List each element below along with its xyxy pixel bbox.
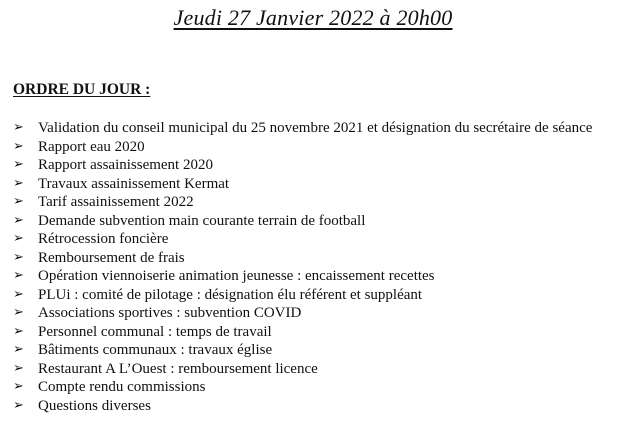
arrow-bullet-icon: ➢ [13,231,24,246]
agenda-item [12,360,616,379]
agenda-item-text: Rétrocession foncière [38,231,169,247]
arrow-bullet-icon: ➢ [13,157,24,172]
agenda-item [12,249,616,268]
agenda-item [12,138,616,157]
arrow-bullet-icon: ➢ [13,212,24,228]
arrow-bullet-icon: ➢ [13,120,24,135]
agenda-item-text: Personnel communal : temps de travail [38,323,272,340]
agenda-item-text: PLUi : comité de pilotage : désignation élu référent et suppléant [38,286,423,303]
agenda-item-text: Opération viennoiserie animation jeunesse : encaissement recettes [38,268,435,284]
arrow-bullet-icon: ➢ [13,268,24,283]
agenda-item [12,212,616,231]
agenda-item-text: Compte rendu commissions [38,379,206,395]
agenda-item [12,397,616,416]
arrow-bullet-icon: ➢ [13,305,24,320]
arrow-bullet-icon: ➢ [13,360,24,376]
arrow-bullet-icon: ➢ [13,286,24,302]
arrow-bullet-icon: ➢ [13,138,24,154]
arrow-bullet-icon: ➢ [13,194,24,209]
agenda-item [12,341,616,360]
agenda-item [12,156,616,175]
meeting-date-title: Jeudi 27 Janvier 2022 à 20h00 [173,5,453,30]
agenda-item-text: Restaurant A L’Ouest : remboursement licence [38,360,318,377]
arrow-bullet-icon: ➢ [13,379,24,394]
agenda-item [12,267,616,286]
agenda-item [12,286,616,305]
agenda-item-text: Tarif assainissement 2022 [38,194,194,210]
agenda-item-text: Questions diverses [38,397,151,414]
agenda-item-text: Remboursement de frais [38,249,185,266]
arrow-bullet-icon: ➢ [13,175,24,191]
agenda-item [12,119,616,138]
agenda-item [12,230,616,249]
agenda-item [12,193,616,212]
arrow-bullet-icon: ➢ [13,342,24,357]
agenda-item-text: Rapport assainissement 2020 [38,157,213,173]
agenda-item-text: Travaux assainissement Kermat [38,175,230,192]
arrow-bullet-icon: ➢ [13,397,24,413]
agenda-item-text: Associations sportives : subvention COVID [38,305,302,321]
agenda-item [12,378,616,397]
agenda-item [12,304,616,323]
arrow-bullet-icon: ➢ [13,323,24,339]
agenda-item [12,323,616,342]
arrow-bullet-icon: ➢ [13,249,24,265]
agenda-item-text: Rapport eau 2020 [38,138,145,155]
agenda-item-text: Demande subvention main courante terrain de football [38,212,366,229]
agenda-item-text: Bâtiments communaux : travaux église [38,342,273,358]
agenda-heading: ORDRE DU JOUR : [13,81,151,98]
agenda-list [12,119,616,415]
agenda-item [12,175,616,194]
agenda-item-text: Validation du conseil municipal du 25 novembre 2021 et désignation du secrétaire de séance [38,120,593,136]
